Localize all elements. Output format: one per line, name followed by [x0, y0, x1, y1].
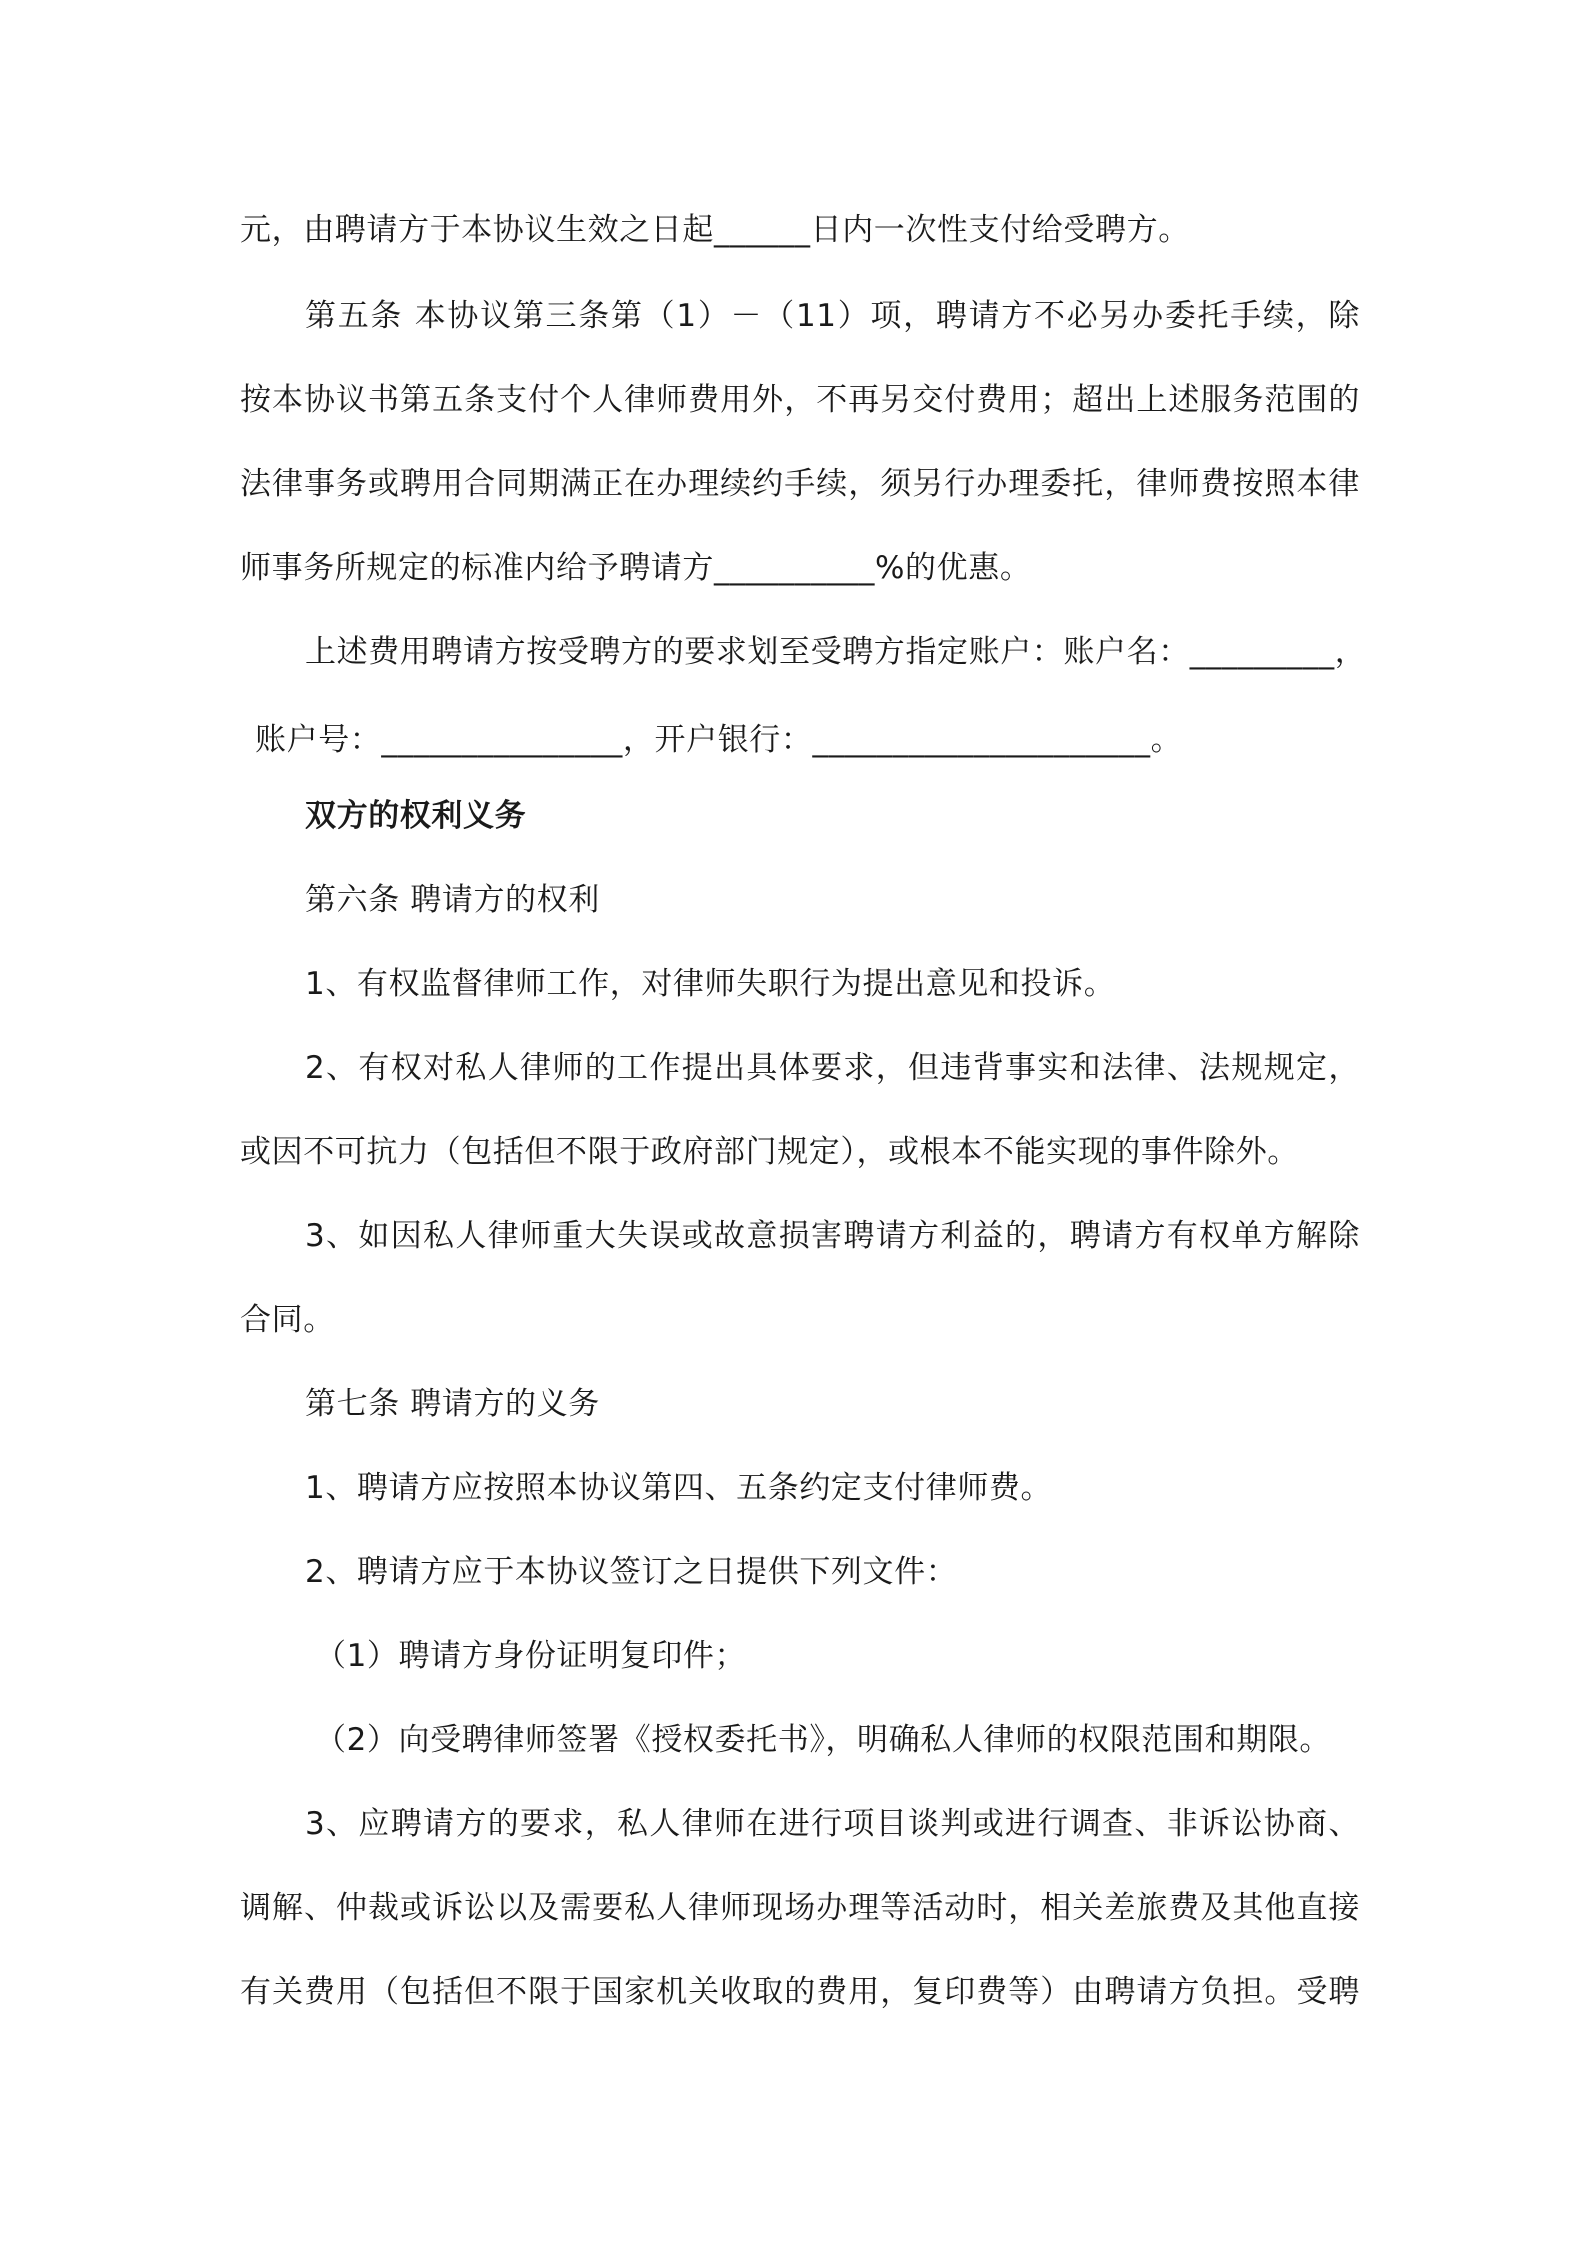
list-item: 2、聘请方应于本协议签订之日提供下列文件：: [305, 1554, 958, 1590]
article-7-heading: 第七条 聘请方的义务: [305, 1386, 600, 1422]
sub-list-item: （2）向受聘律师签署《授权委托书》，明确私人律师的权限范围和期限。: [315, 1722, 1332, 1758]
article-5-heading-line: 第五条 本协议第三条第（1）－（11）项，聘请方不必另办委托手续，除: [305, 298, 1360, 334]
list-item: 1、有权监督律师工作，对律师失职行为提出意见和投诉。: [305, 966, 1116, 1002]
account-number-line: 账户号：_______________，开户银行：_____________________。: [255, 722, 1183, 758]
paragraph-line: 合同。: [240, 1302, 335, 1338]
list-item: 1、聘请方应按照本协议第四、五条约定支付律师费。: [305, 1470, 1053, 1506]
section-heading: 双方的权利义务: [305, 798, 527, 834]
list-item: 3、应聘请方的要求，私人律师在进行项目谈判或进行调查、非诉讼协商、: [305, 1806, 1360, 1842]
paragraph-line: 元，由聘请方于本协议生效之日起______日内一次性支付给受聘方。: [240, 212, 1190, 248]
paragraph-line: 按本协议书第五条支付个人律师费用外，不再另交付费用；超出上述服务范围的: [240, 382, 1360, 418]
paragraph-line: 有关费用（包括但不限于国家机关收取的费用，复印费等）由聘请方负担。受聘: [240, 1974, 1360, 2010]
sub-list-item: （1）聘请方身份证明复印件；: [315, 1638, 747, 1674]
account-instruction-line: 上述费用聘请方按受聘方的要求划至受聘方指定账户：账户名：_________，: [305, 634, 1367, 670]
list-item: 2、有权对私人律师的工作提出具体要求，但违背事实和法律、法规规定，: [305, 1050, 1360, 1086]
paragraph-line: 法律事务或聘用合同期满正在办理续约手续，须另行办理委托，律师费按照本律: [240, 466, 1360, 502]
article-6-heading: 第六条 聘请方的权利: [305, 882, 600, 918]
list-item: 3、如因私人律师重大失误或故意损害聘请方利益的，聘请方有权单方解除: [305, 1218, 1360, 1254]
paragraph-line: 调解、仲裁或诉讼以及需要私人律师现场办理等活动时，相关差旅费及其他直接: [240, 1890, 1360, 1926]
paragraph-line: 或因不可抗力（包括但不限于政府部门规定），或根本不能实现的事件除外。: [240, 1134, 1299, 1170]
paragraph-line: 师事务所规定的标准内给予聘请方__________%的优惠。: [240, 550, 1032, 586]
